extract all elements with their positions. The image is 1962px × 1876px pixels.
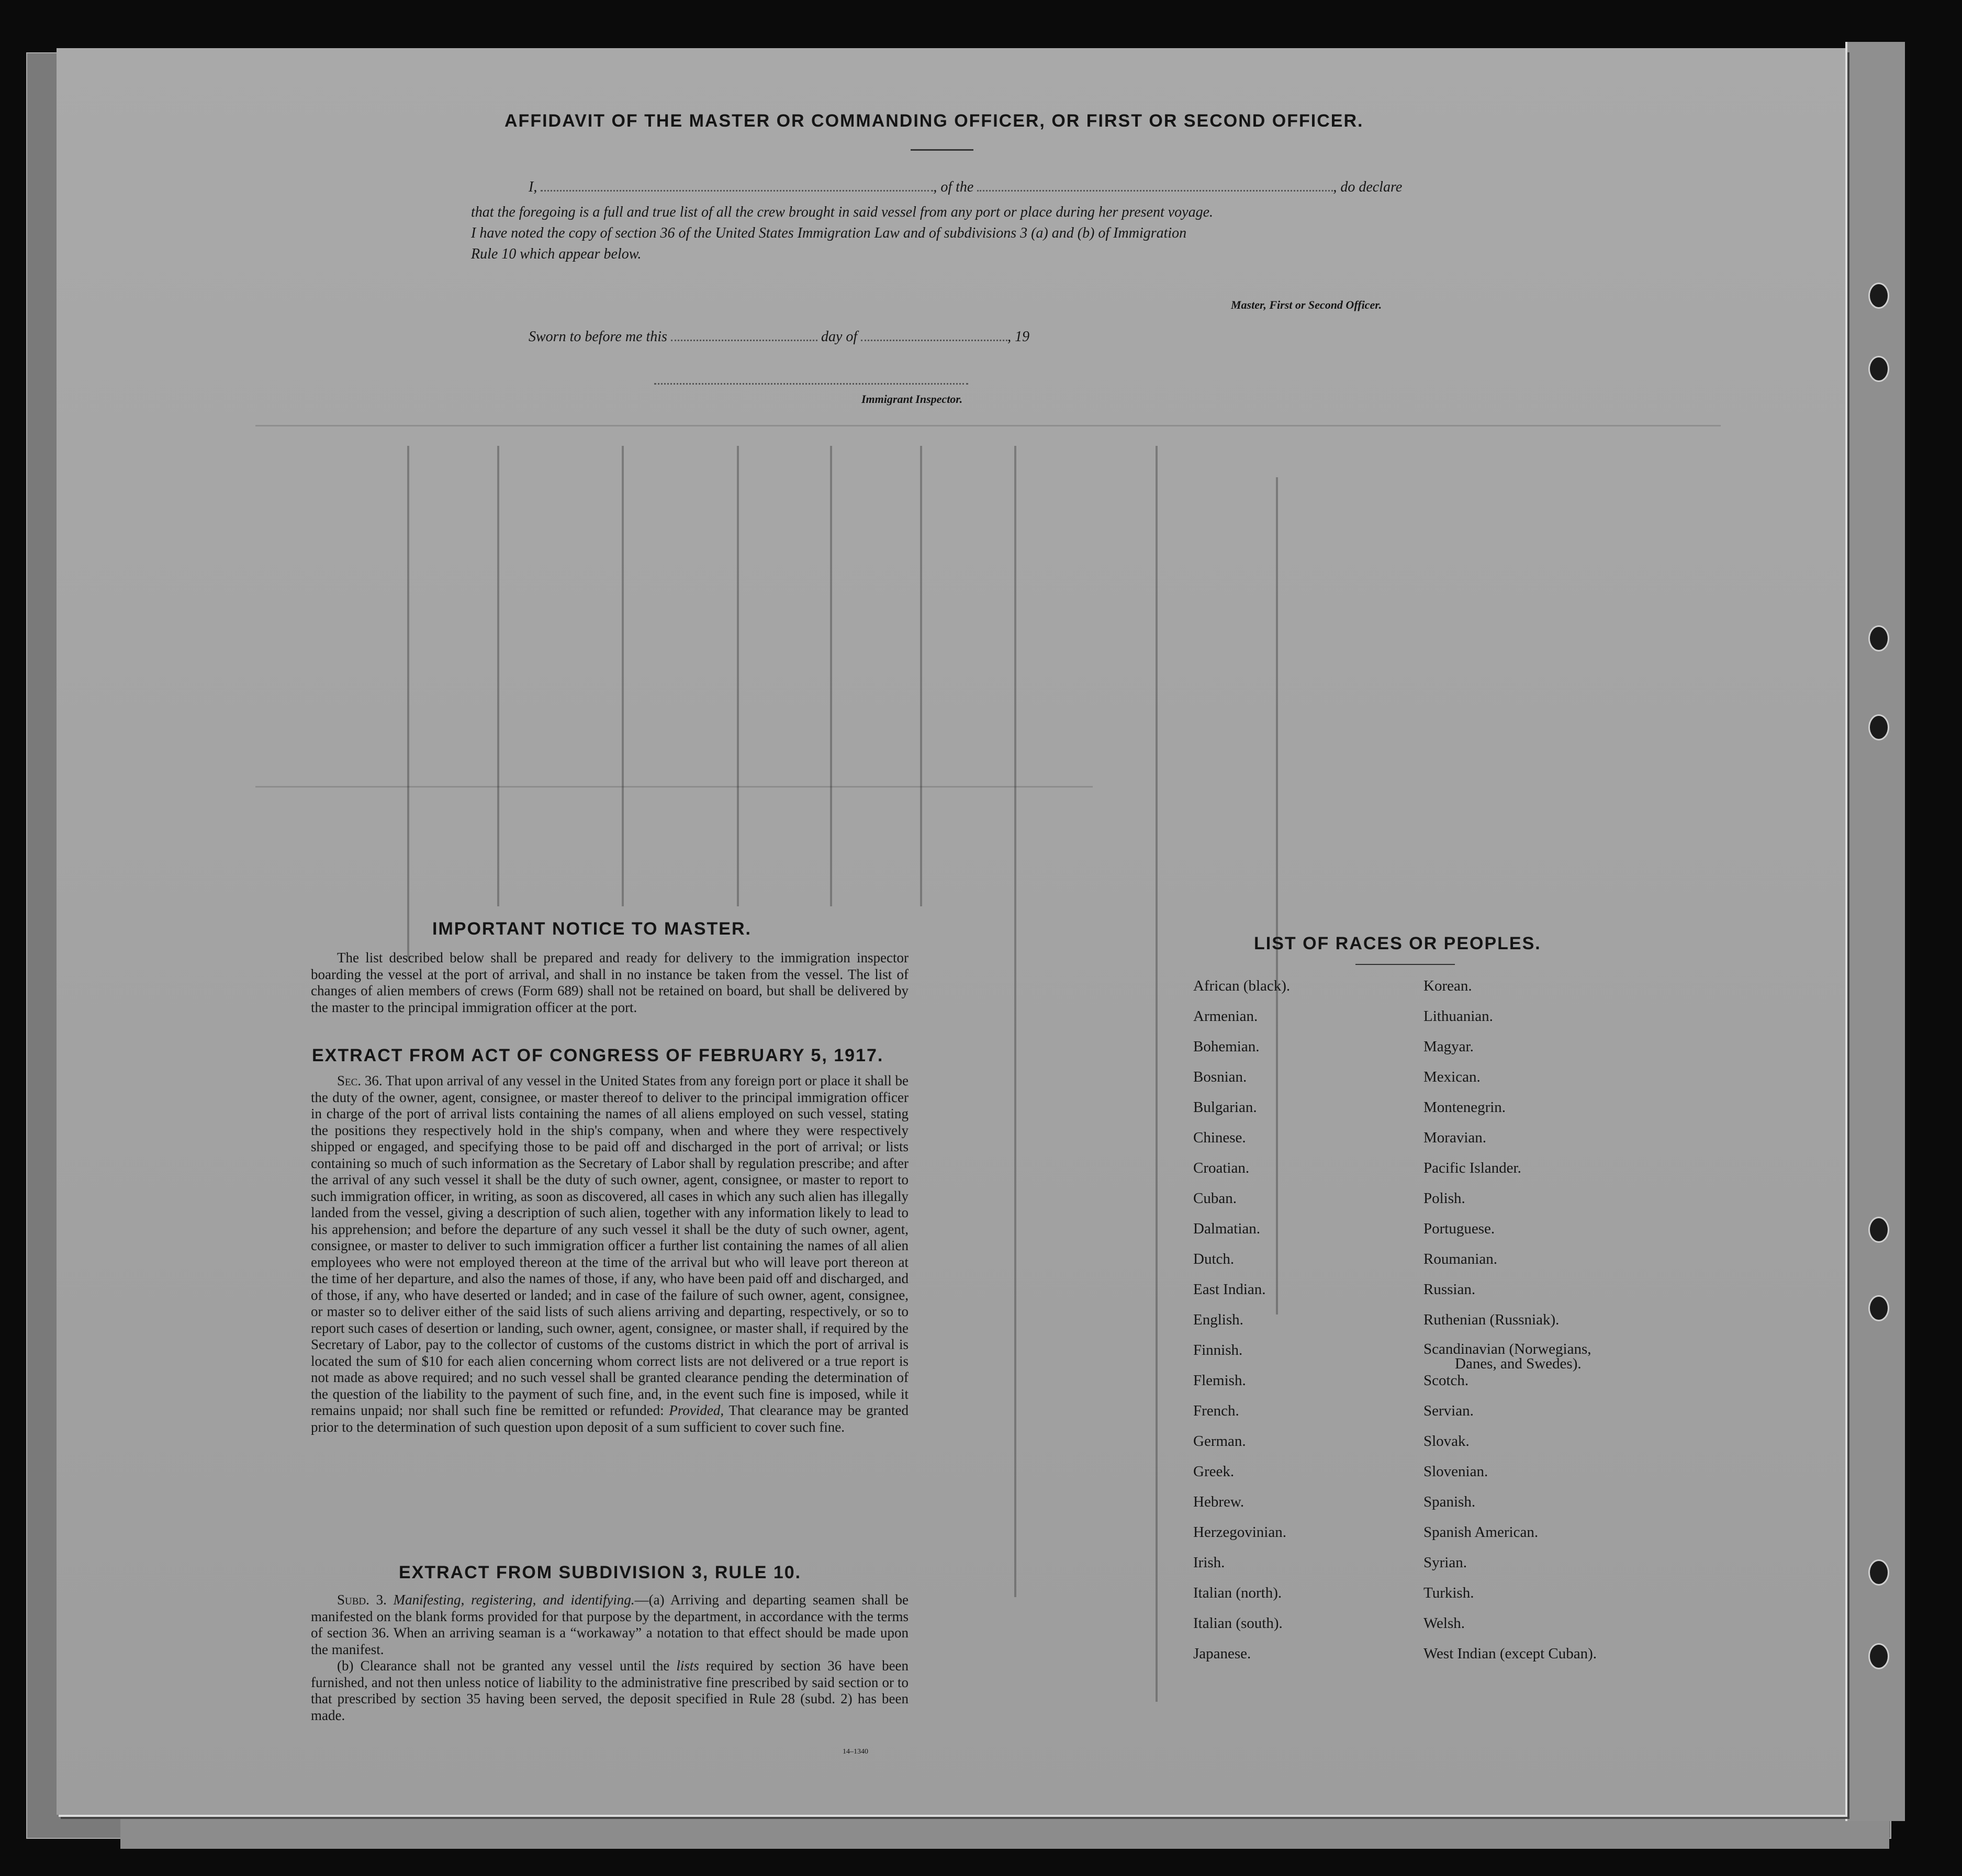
race-scandinavian: Scandinavian (Norwegians, bbox=[1423, 1341, 1591, 1357]
rule-b-pre: Clearance shall not be granted any vessel until the bbox=[360, 1658, 670, 1673]
act-sec-label: Sec. 36. bbox=[337, 1073, 383, 1088]
race-left-item: Chinese. bbox=[1193, 1129, 1246, 1146]
affidavit-of-the: , of the bbox=[933, 179, 974, 195]
form-number: 14–1340 bbox=[843, 1748, 868, 1756]
day-of-label: day of bbox=[821, 329, 858, 345]
rule-paragraph-a bbox=[311, 1592, 909, 1658]
race-left-item: African (black). bbox=[1193, 978, 1291, 994]
race-left-item: East Indian. bbox=[1193, 1281, 1266, 1298]
race-left-item: Italian (south). bbox=[1193, 1615, 1283, 1632]
binding-strip bbox=[1845, 42, 1905, 1821]
race-left-item: Flemish. bbox=[1193, 1372, 1246, 1389]
race-left-item: Italian (north). bbox=[1193, 1585, 1282, 1601]
punch-hole bbox=[1868, 283, 1889, 309]
race-left-item: German. bbox=[1193, 1433, 1246, 1450]
sworn-label: Sworn to before me this bbox=[529, 329, 667, 345]
affidavit-line-3: I have noted the copy of section 36 of the United States Immigration Law and of subdivisions 3 (a) and (b) of Immigration bbox=[471, 225, 1187, 241]
rule-subd-label: Subd. 3. bbox=[337, 1592, 387, 1608]
notice-paragraph: The list described below shall be prepared and ready for delivery to the immigration inspector boarding the vessel at the port of arrival, and shall in no instance be taken from the vessel. The list of changes of alien members of crews (Form 689) shall not be retained on board, but shall be delivered by the master to the principal immigration officer at the port. bbox=[311, 950, 909, 1015]
race-right-item bbox=[1423, 1342, 1664, 1372]
year-label: , 19 bbox=[1007, 329, 1030, 345]
race-left-item: Bohemian. bbox=[1193, 1038, 1260, 1055]
race-left-item: Bosnian. bbox=[1193, 1069, 1247, 1085]
rule-text-a: —(a) Arriving and departing seamen shall be manifested on the blank forms provided for that purpose by the department, in accordance with the terms of section 36. When an arriving seaman is a “workaway” a notation to that effect should be made upon the manifest. bbox=[311, 1592, 909, 1657]
race-right-item: Roumanian. bbox=[1423, 1251, 1497, 1267]
affidavit-declare: , do declare bbox=[1333, 179, 1403, 195]
race-left-item: Herzegovinian. bbox=[1193, 1524, 1286, 1541]
race-scandinavian-cont: Danes, and Swedes). bbox=[1455, 1355, 1582, 1372]
race-left-item: Croatian. bbox=[1193, 1160, 1250, 1176]
punch-hole bbox=[1868, 356, 1889, 382]
rule-b-lists: lists bbox=[676, 1658, 699, 1673]
title-underline bbox=[911, 149, 973, 151]
race-right-item: Slovenian. bbox=[1423, 1463, 1488, 1480]
vessel-blank[interactable] bbox=[977, 190, 1333, 192]
affidavit-title: AFFIDAVIT OF THE MASTER OR COMMANDING OFFICER, OR FIRST OR SECOND OFFICER. bbox=[504, 111, 1364, 131]
act-text: That upon arrival of any vessel in the United States from any foreign port or place it shall be the duty of the owner, agent, consignee, or master thereof to deliver to the principal immigration officer in charge of the port of arrival lists containing the names of all aliens employed on such vessel, stating the positions they respectively hold in the ship's company, when and where they were respectively shipped or engaged, and specifying those to be paid off and discharged in the port of arrival; or lists containing so much of such information as the Secretary of Labor shall by regulation prescribe; and after the arrival of any such vessel it shall be the duty of such owner, agent, consignee, or master to report to such immigration officer, in writing, as soon as discovered, all cases in which any such alien has illegally landed from the vessel, giving a description of such alien, together with any information likely to lead to his apprehension; and before the departure of any such vessel it shall be the duty of such owner, agent, consignee, or master to deliver to such immigration officer a further list containing the names of all alien employees who were not employed thereon at the time of the arrival but who will leave port thereon at the time of her departure, and also the names of those, if any, who have been paid off and discharged, and of those, if any, who have deserted or landed; and in case of the failure of such owner, agent, consignee, or master so to deliver either of the said lists of such aliens arriving and departing, respectively, or so to report such cases of desertion or landing, such owner, agent, consignee, or master shall, if required by the Secretary of Labor, pay to the collector of customs of the customs district in which the port of arrival is located the sum of $10 for each alien concerning whom correct lists are not delivered or a true report is not made as above required; and no such vessel shall be granted clearance pending the determination of the question of the liability to the payment of such fine, and, in the event such fine is imposed, while it remains unpaid; nor shall such fine be remitted or refunded: bbox=[311, 1073, 909, 1418]
signature-label: Master, First or Second Officer. bbox=[1231, 298, 1382, 311]
rule-paragraph-b bbox=[311, 1658, 909, 1724]
race-left-item: Dalmatian. bbox=[1193, 1220, 1261, 1237]
punch-hole bbox=[1868, 625, 1889, 651]
punch-hole bbox=[1868, 1559, 1889, 1586]
month-blank[interactable] bbox=[861, 340, 1007, 341]
rule-b-post: required by section 36 have been furnished, and not then unless notice of liability to the administrative fine prescribed by said section or to that prescribed by section 35 having been served, the deposit specified in Rule 28 (subd. 2) has been made. bbox=[311, 1658, 909, 1723]
race-left-item: Dutch. bbox=[1193, 1251, 1235, 1267]
race-left-item: Bulgarian. bbox=[1193, 1099, 1257, 1116]
punch-hole bbox=[1868, 1643, 1889, 1669]
race-right-item: Portuguese. bbox=[1423, 1220, 1495, 1237]
race-right-item: Lithuanian. bbox=[1423, 1008, 1493, 1025]
races-list bbox=[1193, 978, 1664, 1676]
race-left-item: English. bbox=[1193, 1311, 1243, 1328]
race-right-item: Spanish. bbox=[1423, 1493, 1476, 1510]
inspector-label: Immigrant Inspector. bbox=[861, 392, 963, 406]
race-right-item: Welsh. bbox=[1423, 1615, 1465, 1632]
rule-b-label: (b) bbox=[337, 1658, 354, 1673]
act-text-end: That clearance may be granted prior to the determination of such question upon deposit of a sum sufficient to cover such fine. bbox=[311, 1402, 909, 1435]
race-right-item: Montenegrin. bbox=[1423, 1099, 1506, 1116]
race-left-item: Finnish. bbox=[1193, 1342, 1243, 1358]
race-right-item: Slovak. bbox=[1423, 1433, 1470, 1450]
punch-hole bbox=[1868, 714, 1889, 740]
notice-body bbox=[311, 950, 909, 1016]
act-title: EXTRACT FROM ACT OF CONGRESS OF FEBRUARY 5, 1917. bbox=[312, 1046, 884, 1065]
race-left-item: Irish. bbox=[1193, 1554, 1225, 1571]
race-right-item: Scotch. bbox=[1423, 1372, 1469, 1389]
race-right-item: Mexican. bbox=[1423, 1069, 1481, 1085]
races-title: LIST OF RACES OR PEOPLES. bbox=[1254, 934, 1541, 953]
affidavit-i: I, bbox=[529, 179, 537, 195]
race-right-item: Pacific Islander. bbox=[1423, 1160, 1521, 1176]
sworn-date-blank[interactable] bbox=[671, 340, 817, 341]
race-right-item: Moravian. bbox=[1423, 1129, 1486, 1146]
rule-subd-title: Manifesting, registering, and identifying. bbox=[393, 1592, 635, 1608]
race-left-item: Greek. bbox=[1193, 1463, 1235, 1480]
race-right-item: Russian. bbox=[1423, 1281, 1476, 1298]
race-right-item: Magyar. bbox=[1423, 1038, 1474, 1055]
race-right-item: Servian. bbox=[1423, 1402, 1474, 1419]
race-right-item: Ruthenian (Russniak). bbox=[1423, 1311, 1560, 1328]
affidavit-line-4: Rule 10 which appear below. bbox=[471, 246, 642, 262]
punch-hole bbox=[1868, 1217, 1889, 1243]
race-left-item: French. bbox=[1193, 1402, 1239, 1419]
race-right-item: Polish. bbox=[1423, 1190, 1465, 1207]
races-title-underline bbox=[1355, 964, 1455, 965]
race-left-item: Hebrew. bbox=[1193, 1493, 1245, 1510]
race-right-item: Syrian. bbox=[1423, 1554, 1467, 1571]
race-right-item: West Indian (except Cuban). bbox=[1423, 1645, 1597, 1662]
act-paragraph bbox=[311, 1073, 909, 1435]
rule-body bbox=[311, 1592, 909, 1724]
race-left-item: Cuban. bbox=[1193, 1190, 1237, 1207]
race-right-item: Turkish. bbox=[1423, 1585, 1474, 1601]
act-provided: Provided, bbox=[669, 1402, 724, 1418]
race-right-item: Korean. bbox=[1423, 978, 1472, 994]
notice-title: IMPORTANT NOTICE TO MASTER. bbox=[432, 919, 752, 939]
act-body bbox=[311, 1073, 909, 1435]
punch-hole bbox=[1868, 1295, 1889, 1321]
race-right-item: Spanish American. bbox=[1423, 1524, 1539, 1541]
rule-title: EXTRACT FROM SUBDIVISION 3, RULE 10. bbox=[399, 1563, 802, 1582]
race-left-item: Japanese. bbox=[1193, 1645, 1251, 1662]
name-blank[interactable] bbox=[541, 190, 933, 192]
race-left-item: Armenian. bbox=[1193, 1008, 1258, 1025]
affidavit-line-2: that the foregoing is a full and true list of all the crew brought in said vessel from any port or place during her present voyage. bbox=[471, 204, 1214, 220]
inspector-signature-blank[interactable] bbox=[654, 383, 968, 385]
